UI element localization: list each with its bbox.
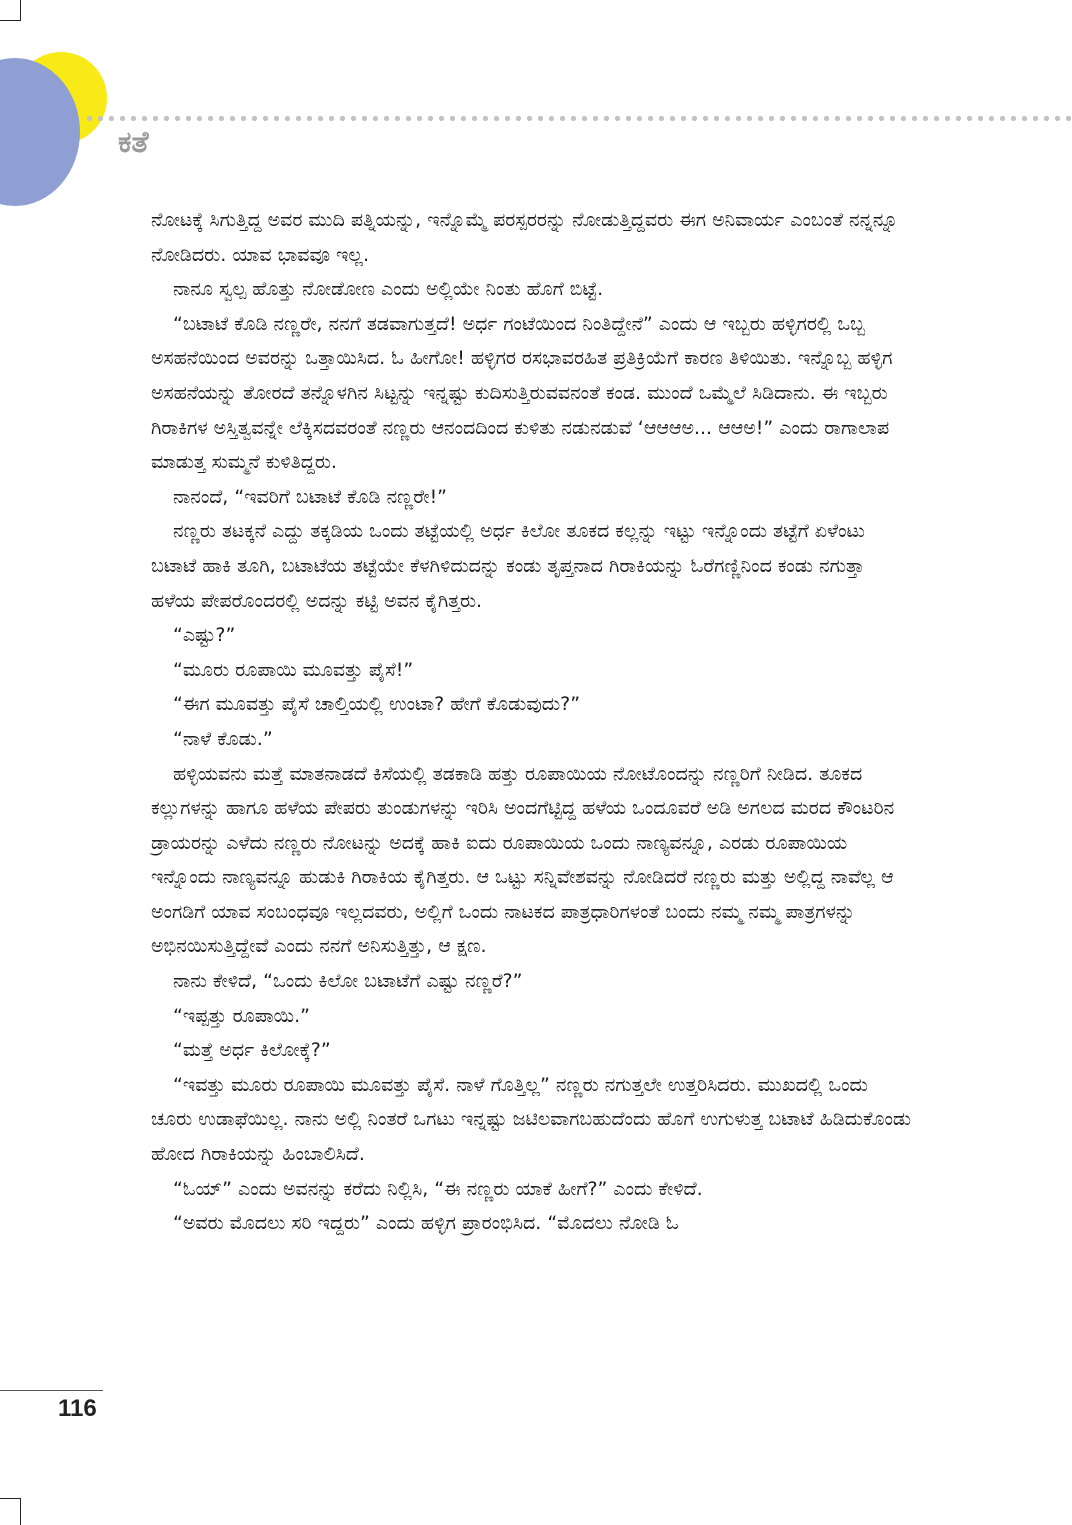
section-label: ಕತೆ [118,125,149,160]
crop-mark-top-left-horizontal [0,20,21,21]
paragraph: “ಮತ್ತೆ ಅರ್ಧ ಕಿಲೋಕ್ಕೆ?” [173,1039,331,1062]
paragraph: “ಇವತ್ತು ಮೂರು ರೂಪಾಯಿ ಮೂವತ್ತು ಪೈಸೆ. ನಾಳೆ ಗೊತ್ತಿಲ್ಲ” ನಣ್ಣರು ನಗುತ್ತಲೇ ಉತ್ತರಿಸಿದರು. ಮುಖದಲ್ಲಿ ಒಂದು ಚೂರು ಉಡಾಫೆಯಿಲ್ಲ. ನಾನು ಅಲ್ಲಿ ನಿಂತರೆ ಒಗಟು ಇನ್ನಷ್ಟು ಜಟಿಲವಾಗಬಹುದೆಂದು ಹೊಗೆ ಉಗುಳುತ್ತ ಬಟಾಟೆ ಹಿಡಿದುಕೊಂಡು ಹೋದ ಗಿರಾಕಿಯನ್ನು ಹಿಂಬಾಲಿಸಿದೆ. [151,1073,912,1166]
paragraph: ನಾನೂ ಸ್ವಲ್ಪ ಹೊತ್ತು ನೋಡೋಣ ಎಂದು ಅಲ್ಲಿಯೇ ನಿಂತು ಹೊಗೆ ಬಿಟ್ಟೆ. [173,278,604,301]
dotted-header-rule [84,115,1072,122]
crop-mark-bottom-left-horizontal [0,1498,21,1499]
paragraph: “ಮೂರು ರೂಪಾಯಿ ಮೂವತ್ತು ಪೈಸೆ!” [173,658,414,681]
paragraph: “ಅವರು ಮೊದಲು ಸರಿ ಇದ್ದರು” ಎಂದು ಹಳ್ಳಿಗ ಪ್ರಾರಂಭಿಸಿದ. “ಮೊದಲು ನೋಡಿ ಓ [173,1212,679,1235]
story-body [151,203,913,1241]
paragraph: ನಾನಂದೆ, “ಇವರಿಗೆ ಬಟಾಟೆ ಕೊಡಿ ನಣ್ಣರೇ!” [173,485,448,508]
paragraph: “ಓಯ್” ಎಂದು ಅವನನ್ನು ಕರೆದು ನಿಲ್ಲಿಸಿ, “ಈ ನಣ್ಣರು ಯಾಕೆ ಹೀಗೆ?” ಎಂದು ಕೇಳಿದೆ. [173,1177,703,1200]
crop-mark-bottom-left-vertical [20,1498,21,1525]
paragraph: ನೋಟಕ್ಕೆ ಸಿಗುತ್ತಿದ್ದ ಅವರ ಮುದಿ ಪತ್ನಿಯನ್ನು, ಇನ್ನೊಮ್ಮೆ ಪರಸ್ಪರರನ್ನು ನೋಡುತ್ತಿದ್ದವರು ಈಗ ಅನಿವಾರ್ಯ ಎಂಬಂತೆ ನನ್ನನ್ನೂ ನೋಡಿದರು. ಯಾವ ಭಾವವೂ ಇಲ್ಲ. [151,209,898,266]
paragraph: “ಎಷ್ಟು?” [173,624,236,647]
paragraph: “ಇಪ್ಪತ್ತು ರೂಪಾಯಿ.” [173,1004,310,1027]
page-number: 116 [58,1395,97,1422]
paragraph: ನಾನು ಕೇಳಿದೆ, “ಒಂದು ಕಿಲೋ ಬಟಾಟೆಗೆ ಎಷ್ಟು ನಣ್ಣರೆ?” [173,970,523,993]
paragraph: “ಈಗ ಮೂವತ್ತು ಪೈಸೆ ಚಾಲ್ತಿಯಲ್ಲಿ ಉಂಟಾ? ಹೇಗೆ ಕೊಡುವುದು?” [173,693,581,716]
paragraph: “ನಾಳೆ ಕೊಡು.” [173,727,273,750]
crop-mark-top-left-vertical [20,0,21,20]
paragraph: ಹಳ್ಳಿಯವನು ಮತ್ತೆ ಮಾತನಾಡದೆ ಕಿಸೆಯಲ್ಲಿ ತಡಕಾಡಿ ಹತ್ತು ರೂಪಾಯಿಯ ನೋಟೊಂದನ್ನು ನಣ್ಣರಿಗೆ ನೀಡಿದ. ತೂಕದ ಕಲ್ಲುಗಳನ್ನು ಹಾಗೂ ಹಳೆಯ ಪೇಪರು ತುಂಡುಗಳನ್ನು ಇರಿಸಿ ಅಂದಗೆಟ್ಟಿದ್ದ ಹಳೆಯ ಒಂದೂವರೆ ಅಡಿ ಅಗಲದ ಮರದ ಕೌಂಟರಿನ ಡ್ರಾಯರನ್ನು ಎಳೆದು ನಣ್ಣರು ನೋಟನ್ನು ಅದಕ್ಕೆ ಹಾಕಿ ಐದು ರೂಪಾಯಿಯ ಒಂದು ನಾಣ್ಯವನ್ನೂ, ಎರಡು ರೂಪಾಯಿಯ ಇನ್ನೊಂದು ನಾಣ್ಯವನ್ನೂ ಹುಡುಕಿ ಗಿರಾಕಿಯ ಕೈಗಿತ್ತರು. ಆ ಒಟ್ಟು ಸನ್ನಿವೇಶವನ್ನು ನೋಡಿದರೆ ನಣ್ಣರು ಮತ್ತು ಅಲ್ಲಿದ್ದ ನಾವೆಲ್ಲ ಆ ಅಂಗಡಿಗೆ ಯಾವ ಸಂಬಂಧವೂ ಇಲ್ಲದವರು, ಅಲ್ಲಿಗೆ ಒಂದು ನಾಟಕದ ಪಾತ್ರಧಾರಿಗಳಂತೆ ಬಂದು ನಮ್ಮ ನಮ್ಮ ಪಾತ್ರಗಳನ್ನು ಅಭಿನಯಿಸುತ್ತಿದ್ದೇವೆ ಎಂದು ನನಗೆ ಅನಿಸುತ್ತಿತ್ತು, ಆ ಕ್ಷಣ. [151,762,895,958]
page-number-rule [0,1390,103,1391]
paragraph: “ಬಟಾಟೆ ಕೊಡಿ ನಣ್ಣರೇ, ನನಗೆ ತಡವಾಗುತ್ತದೆ! ಅರ್ಧ ಗಂಟೆಯಿಂದ ನಿಂತಿದ್ದೇನೆ” ಎಂದು ಆ ಇಬ್ಬರು ಹಳ್ಳಿಗರಲ್ಲಿ ಒಬ್ಬ ಅಸಹನೆಯಿಂದ ಅವರನ್ನು ಒತ್ತಾಯಿಸಿದ. ಓ ಹೀಗೋ! ಹಳ್ಳಿಗರ ರಸಭಾವರಹಿತ ಪ್ರತಿಕ್ರಿಯೆಗೆ ಕಾರಣ ತಿಳಿಯಿತು. ಇನ್ನೊಬ್ಬ ಹಳ್ಳಿಗ ಅಸಹನೆಯನ್ನು ತೋರದೆ ತನ್ನೊಳಗಿನ ಸಿಟ್ಟನ್ನು ಇನ್ನಷ್ಟು ಕುದಿಸುತ್ತಿರುವವನಂತೆ ಕಂಡ. ಮುಂದೆ ಒಮ್ಮೆಲೆ ಸಿಡಿದಾನು. ಈ ಇಬ್ಬರು ಗಿರಾಕಿಗಳ ಅಸ್ತಿತ್ವವನ್ನೇ ಲೆಕ್ಕಿಸದವರಂತೆ ನಣ್ಣರು ಆನಂದದಿಂದ ಕುಳಿತು ನಡುನಡುವೆ ‘ಆಆಆಅ... ಆಆಅ!” ಎಂದು ರಾಗಾಲಾಪ ಮಾಡುತ್ತ ಸುಮ್ಮನೆ ಕುಳಿತಿದ್ದರು. [151,312,893,474]
paragraph: ನಣ್ಣರು ತಟಕ್ಕನೆ ಎದ್ದು ತಕ್ಕಡಿಯ ಒಂದು ತಟ್ಟೆಯಲ್ಲಿ ಅರ್ಧ ಕಿಲೋ ತೂಕದ ಕಲ್ಲನ್ನು ಇಟ್ಟು ಇನ್ನೊಂದು ತಟ್ಟೆಗೆ ಏಳೆಂಟು ಬಟಾಟೆ ಹಾಕಿ ತೂಗಿ, ಬಟಾಟೆಯ ತಟ್ಟೆಯೇ ಕೆಳಗಿಳಿದುದನ್ನು ಕಂಡು ತೃಪ್ತನಾದ ಗಿರಾಕಿಯನ್ನು ಓರೆಗಣ್ಣಿನಿಂದ ಕಂಡು ನಗುತ್ತಾ ಹಳೆಯ ಪೇಪರೊಂದರಲ್ಲಿ ಅದನ್ನು ಕಟ್ಟಿ ಅವನ ಕೈಗಿತ್ತರು. [151,520,865,612]
